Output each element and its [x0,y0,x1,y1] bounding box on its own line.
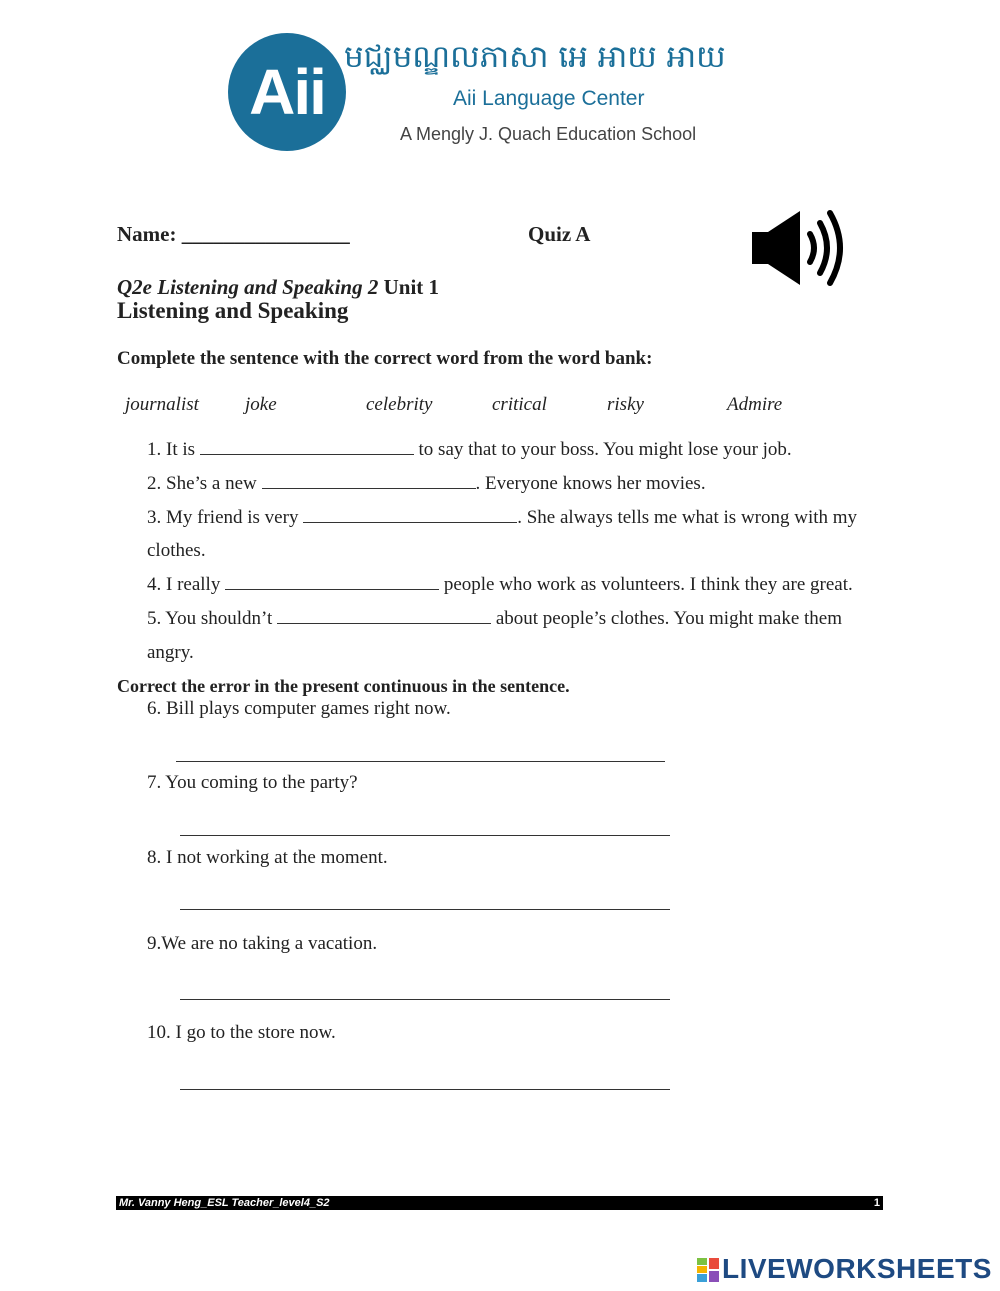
part2-instruction: Correct the error in the present continuous in the sentence. [117,676,570,696]
speaker-icon[interactable] [750,208,846,288]
question-3-continued: clothes. [147,540,206,561]
logo-letters: Aii [249,56,325,128]
question-1 [147,439,792,461]
question-number: 3. My friend is very [147,507,299,528]
answer-line[interactable] [180,909,670,910]
question-10: 10. I go to the store now. [147,1022,336,1043]
question-number: 4. I really [147,574,221,595]
course-title [117,275,439,300]
question-3 [147,507,857,529]
center-name: Aii Language Center [453,87,645,110]
liveworksheets-icon [697,1258,721,1282]
question-number: 5. You shouldn’t [147,608,273,629]
answer-line[interactable] [180,999,670,1000]
word-bank-item: Admire [727,394,783,415]
answer-line[interactable] [180,1089,670,1090]
course-subtitle: Listening and Speaking [117,298,349,323]
question-2 [147,473,706,495]
question-7: 7. You coming to the party? [147,772,358,793]
quiz-label: Quiz A [528,222,591,246]
word-bank-item: journalist [125,394,199,415]
answer-blank[interactable] [225,575,439,590]
name-label: Name: ________________ [117,222,350,246]
liveworksheets-logo-text: LIVEWORKSHEETS [722,1253,992,1284]
answer-blank[interactable] [262,474,476,489]
word-bank-item: critical [492,394,547,415]
answer-line[interactable] [180,835,670,836]
question-6: 6. Bill plays computer games right now. [147,698,451,719]
answer-blank[interactable] [200,440,414,455]
word-bank-item: celebrity [366,394,433,415]
question-text: . She always tells me what is wrong with my [517,507,858,528]
question-text: . Everyone knows her movies. [475,473,706,494]
school-name: A Mengly J. Quach Education School [400,124,697,144]
question-text: about people’s clothes. You might make them [495,608,842,629]
question-8: 8. I not working at the moment. [147,847,388,868]
answer-blank[interactable] [277,609,491,624]
page-number: 1 [873,1197,880,1209]
word-bank-item: joke [245,394,277,415]
question-number: 1. It is [147,439,196,460]
part1-instruction: Complete the sentence with the correct word from the word bank: [117,348,653,369]
question-number: 2. She’s a new [147,473,257,494]
unit-label: Unit 1 [378,275,440,299]
question-text: to say that to your boss. You might lose your job. [418,439,792,460]
word-bank-item: risky [607,394,644,415]
question-9: 9.We are no taking a vacation. [147,933,378,954]
footer-author: Mr. Vanny Heng_ESL Teacher_level4_S2 [119,1197,330,1209]
question-5 [147,608,842,630]
khmer-center-name: មជ្ឈមណ្ឌលភាសា អេ អាយ អាយ [344,39,726,75]
question-text: people who work as volunteers. I think they are great. [443,574,853,595]
answer-blank[interactable] [303,508,517,523]
question-5-continued: angry. [147,642,194,663]
book-title: Q2e Listening and Speaking 2 [117,275,379,299]
page-footer [116,1196,883,1210]
question-4 [147,574,853,596]
answer-line[interactable] [176,761,665,762]
